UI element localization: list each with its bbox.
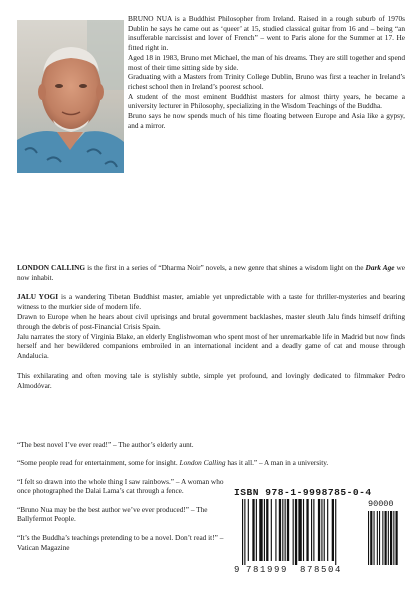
price-addon-digits: 90000 [368,499,394,509]
review-quote: “I felt so drawn into the whole thing I saw rainbows.” – A woman who once photographed the Dalai Lama’s cat through a fence. [17,476,224,496]
review-quote: “It’s the Buddha’s teachings pretending to be a novel. Don’t read it!” – Vatican Magazine [17,532,224,552]
blurb-paragraph: Jalu narrates the story of Virginia Blake, an elderly Englishwoman who spent most of her unremarkable life in Madrid but now finds herself and her bewildered companions embroiled in an international incident and a deadly game of cat and mouse through Andalucia. [17,331,405,361]
blurb-paragraph-intro [17,263,405,283]
barcode-digits-right: 878504 [300,565,343,575]
bio-paragraph: BRUNO NUA is a Buddhist Philosopher from Ireland. Raised in a rough suburb of 1970s Dublin he says he came out as ‘queer’ at 15, studied classical guitar from 16 and – being “an insufferable narcissist and lover of French” – went to Paris alone for the Summer at 17. He fitted right in. [128,14,405,53]
blurb-paragraph-character [17,292,405,312]
book-blurb [17,263,405,390]
book-title: LONDON CALLING [17,263,86,272]
blurb-paragraph: This exhilarating and often moving tale is stylishly subtle, simple yet profound, and lovingly dedicated to filmmaker Pedro Almodóvar. [17,370,405,390]
isbn-barcode [234,487,410,587]
quote-text: has it all.” – A man in a university. [225,458,329,468]
blurb-text: is the first in a series of “Dharma Noir” novels, a new genre that shines a wisdom light on the [85,263,366,272]
isbn-number: ISBN 978-1-9998785-0-4 [234,487,372,498]
barcode-bars [234,499,410,567]
review-quote: “The best novel I’ve ever read!” – The author’s elderly aunt. [17,440,194,449]
photo-spacer [17,14,128,175]
barcode-digit-first: 9 [234,565,240,575]
character-name: JALU YOGI [17,292,59,302]
blurb-paragraph: Drawn to Europe when he hears about civil uprisings and brutal government backlashes, master sleuth Jalu finds himself drifting through the debris of post-Financial Crisis Spain. [17,311,405,331]
bio-paragraph: Graduating with a Masters from Trinity College Dublin, Bruno was first a teacher in Ireland’s richest school then in Ireland’s poorest school. [128,72,405,91]
quote-book-title: London Calling [179,458,226,468]
bio-paragraph: A student of the most eminent Buddhist masters for almost thirty years, he became a university lecturer in Philosophy, specializing in the Wisdom Teachings of the Buddha. [128,91,405,111]
review-quote: “Bruno Nua may be the best author we’ve ever produced!” – The Ballyfermot People. [17,504,208,524]
review-quote [17,458,405,468]
emphasis-text: Dark Age [365,263,395,272]
quote-text: “Some people read for entertainment, some for insight. [17,458,180,468]
barcode-digits-left: 781999 [246,565,289,575]
bio-paragraph: Bruno says he now spends much of his time floating between Europe and Asia like a gypsy, and a mirror. [128,111,405,130]
bio-paragraph: Aged 18 in 1983, Bruno met Michael, the man of his dreams. They are still together and spend most of their time sitting side by side. [128,52,405,72]
blurb-text: is a wandering Tibetan Buddhist master, amiable yet unpredictable with a taste for thriller-mysteries and bearing witness to the murkier side of modern life. [17,292,405,312]
author-bio [17,14,405,175]
blurb-text: we now inhabit. [17,263,405,282]
